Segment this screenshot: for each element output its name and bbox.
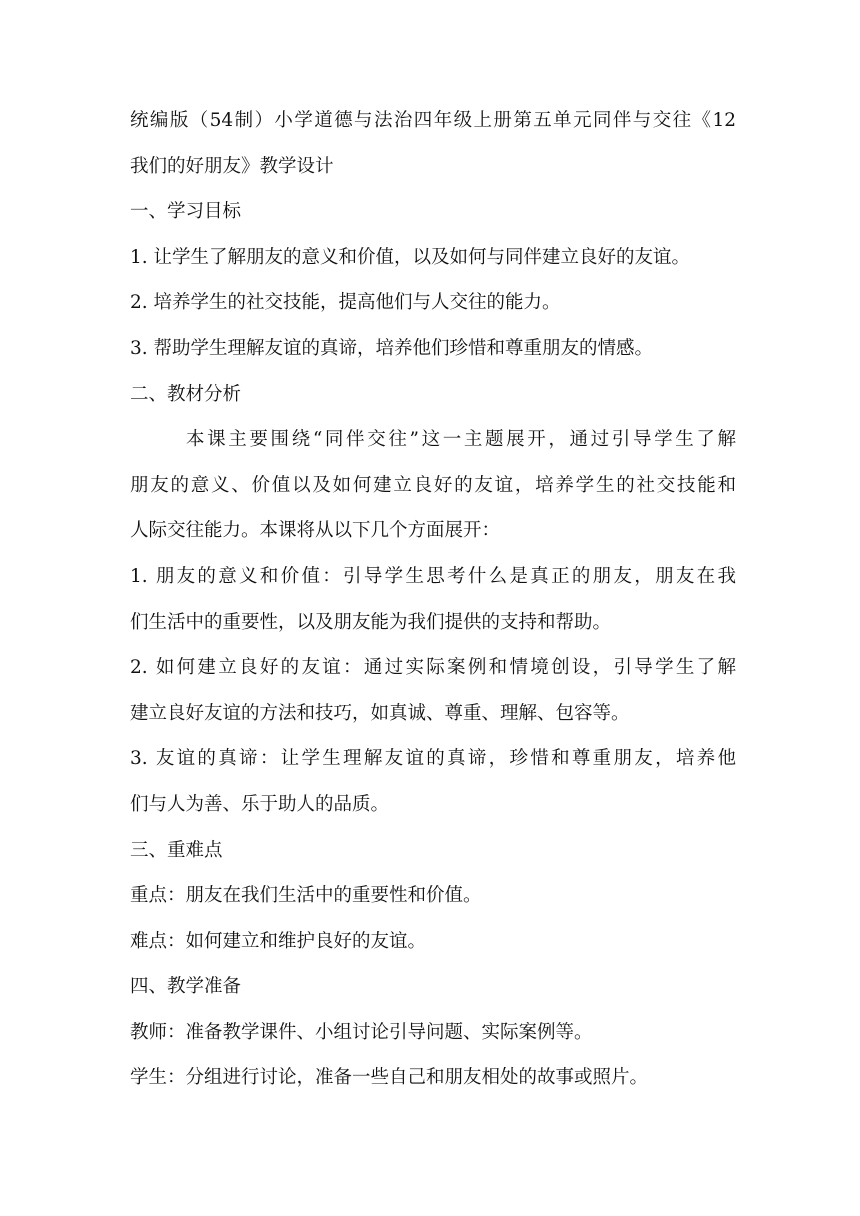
teacher-preparation: 教师：准备教学课件、小组讨论引导问题、实际案例等。: [130, 1021, 593, 1043]
objective-item-1: 1. 让学生了解朋友的意义和价值，以及如何与同伴建立良好的友谊。: [130, 246, 691, 268]
section-heading-material-analysis: 二、教材分析: [130, 383, 242, 405]
section-heading-teaching-preparation: 四、教学准备: [130, 976, 242, 998]
difficult-point: 难点：如何建立和维护良好的友谊。: [130, 930, 427, 952]
analysis-point-1-line-2: 们生活中的重要性，以及朋友能为我们提供的支持和帮助。: [130, 611, 612, 633]
objective-item-2: 2. 培养学生的社交技能，提高他们与人交往的能力。: [130, 292, 561, 314]
section-heading-key-difficult-points: 三、重难点: [130, 839, 223, 861]
analysis-point-3-line-2: 们与人为善、乐于助人的品质。: [130, 793, 390, 815]
document-title-line-1: 统编版（54制）小学道德与法治四年级上册第五单元同伴与交往《12: [130, 110, 736, 131]
analysis-point-1-line-1: 1. 朋友的意义和价值：引导学生思考什么是真正的朋友，朋友在我: [130, 565, 736, 587]
student-preparation: 学生：分组进行讨论，准备一些自己和朋友相处的故事或照片。: [130, 1067, 649, 1089]
document-page: [130, 98, 736, 1101]
analysis-point-2-line-2: 建立良好友谊的方法和技巧，如真诚、尊重、理解、包容等。: [130, 702, 630, 724]
section-heading-objectives: 一、学习目标: [130, 201, 242, 223]
key-point: 重点：朋友在我们生活中的重要性和价值。: [130, 885, 482, 907]
analysis-intro-line-3: 人际交往能力。本课将从以下几个方面展开：: [130, 520, 501, 542]
document-title-line-2: 我们的好朋友》教学设计: [130, 155, 334, 177]
analysis-intro-line-2: 朋友的意义、价值以及如何建立良好的友谊，培养学生的社交技能和: [130, 474, 736, 496]
analysis-intro-line-1: 本课主要围绕“同伴交往”这一主题展开，通过引导学生了解: [186, 429, 736, 451]
analysis-point-3-line-1: 3. 友谊的真谛：让学生理解友谊的真谛，珍惜和尊重朋友，培养他: [130, 748, 736, 770]
objective-item-3: 3. 帮助学生理解友谊的真谛，培养他们珍惜和尊重朋友的情感。: [130, 337, 654, 359]
analysis-point-2-line-1: 2. 如何建立良好的友谊：通过实际案例和情境创设，引导学生了解: [130, 657, 736, 679]
